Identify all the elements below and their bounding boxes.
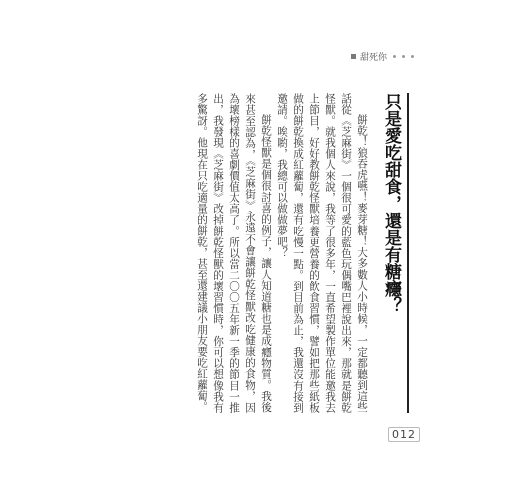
header-dot-icon xyxy=(402,55,405,58)
chapter-label: 甜死你 xyxy=(359,53,387,63)
body-text xyxy=(194,93,370,413)
header-dot-icon xyxy=(393,55,396,58)
paragraph: 餅乾怪獸是個很討喜的例子，讓人知道糖也是成癮物質。我後來甚至認為，《芝麻街》永遠不會讓餅乾怪獸改吃健康的食物，因為壞榜樣的喜劇價值太高了。所以當二〇〇五年新一季的節目一推出，我發現《芝麻街》改掉餅乾怪獸的壞習慣時，你可以想像我有多驚訝。他現在只吃適量的餅乾，甚至還建議小朋友要吃紅蘿蔔。 xyxy=(196,93,272,413)
header-dot-icon xyxy=(411,55,414,58)
section-title: 只是愛吃甜食，還是有糖癮？ xyxy=(377,93,409,413)
running-header xyxy=(351,50,414,63)
header-square-icon xyxy=(351,54,356,59)
paragraph: 餅乾！狼吞虎嚥！麥芽糖！大多數人小時候，一定都聽到這些話從《芝麻街》一個很可愛的藍色玩偶嘴巴裡說出來，那就是餅乾怪獸。就我個人來說，我等了很多年，一直希望製作單位能邀我去上節目，好好教餅乾怪獸培養更營養的飲食習慣，譬如把那些紙板做的餅乾換成紅蘿蔔，還有吃慢一點。到目前為止，我還沒有接到邀請。唉喲，我總可以做做夢吧？ xyxy=(276,93,368,413)
page-number: 012 xyxy=(388,427,420,442)
